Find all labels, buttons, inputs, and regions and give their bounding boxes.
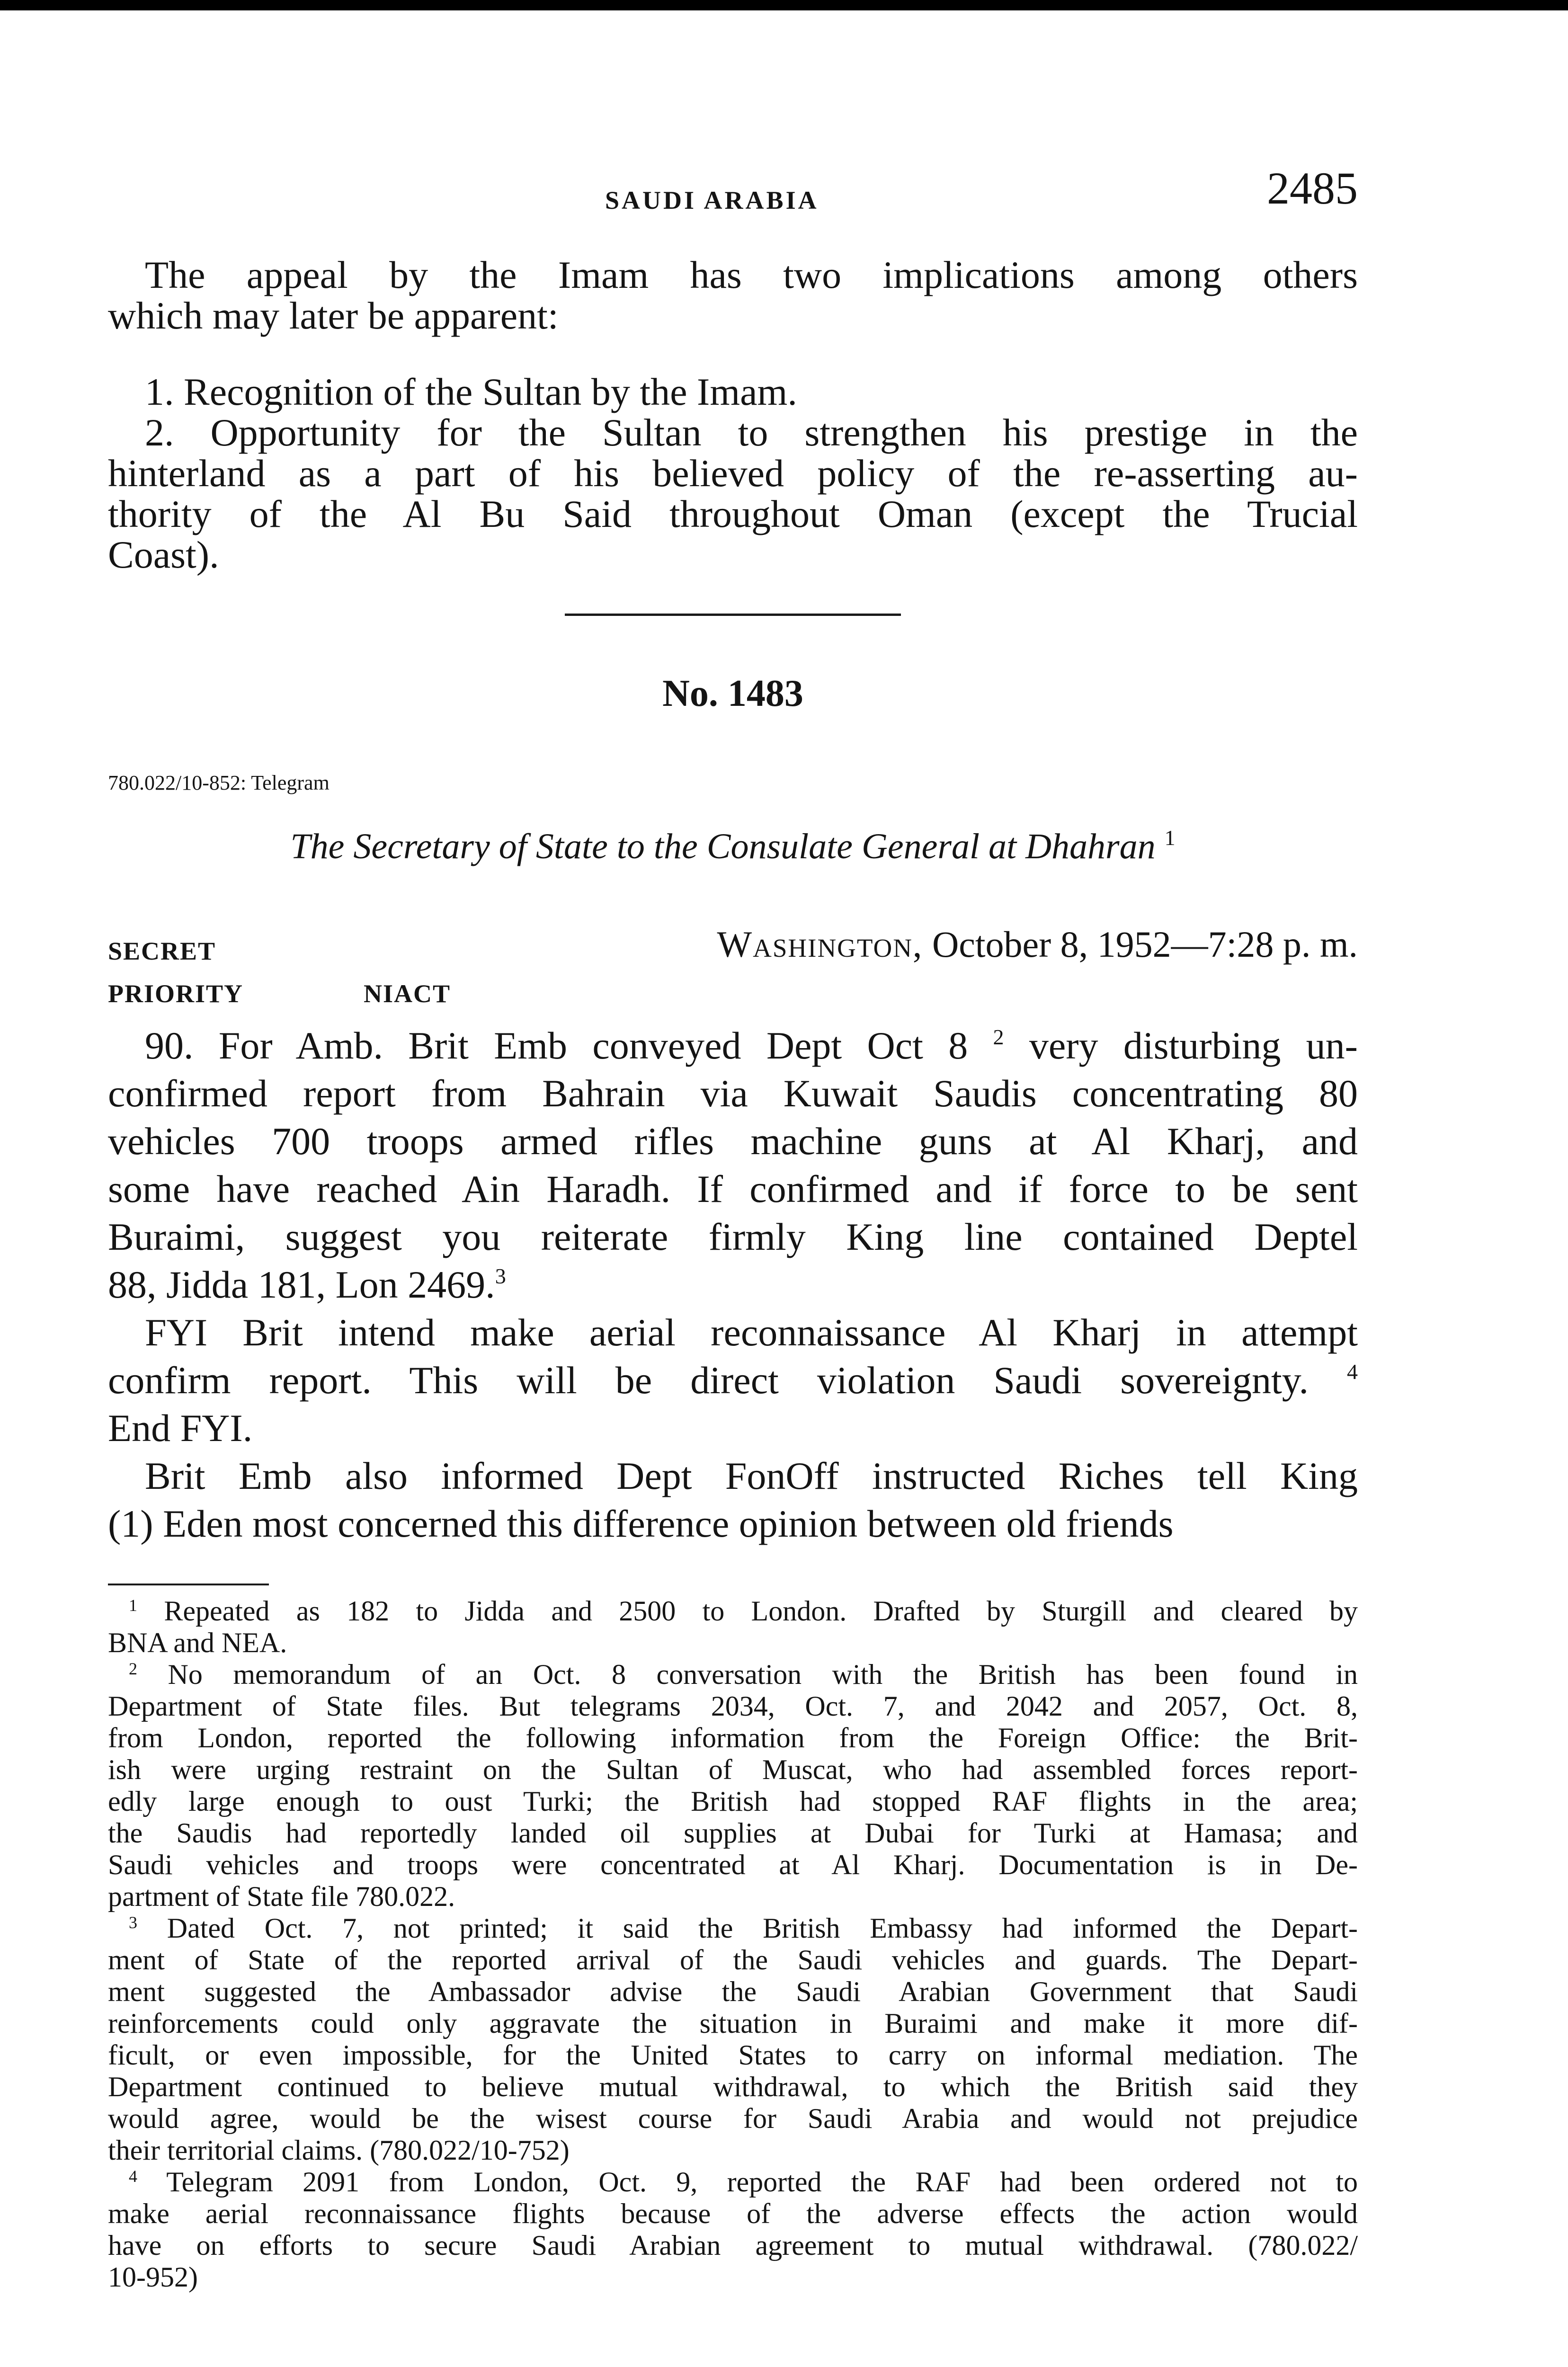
text-run: End FYI. [108, 1406, 253, 1450]
footnote-2-line [108, 1722, 1358, 1754]
footnote-text: from London, reported the following information from the Foreign Office: the Brit- [108, 1722, 1358, 1753]
paragraph-1-line [108, 1117, 1358, 1165]
footnote-2-line [108, 1691, 1358, 1722]
footnote-text: BNA and NEA. [108, 1627, 287, 1658]
prior-intro [108, 255, 1358, 336]
text-run: FYI Brit intend make aerial reconnaissance Al Kharj in attempt [145, 1311, 1358, 1354]
document-title-text: The Secretary of State to the Consulate General at Dhahran [290, 827, 1156, 866]
footnote-3-line [108, 1944, 1358, 1976]
classification: SECRET [108, 937, 216, 965]
list-item-2-line: Coast). [108, 533, 219, 576]
paragraph-2-line [108, 1308, 1358, 1356]
footnote-2-line [108, 1881, 1358, 1913]
footnote-text: Repeated as 182 to Jidda and 2500 to London. Drafted by Sturgill and cleared by [164, 1595, 1358, 1627]
footnote-text: Department of State files. But telegrams 2034, Oct. 7, and 2042 and 2057, Oct. 8, [108, 1691, 1358, 1722]
prior-list [108, 372, 1358, 575]
footnote-text: have on efforts to secure Saudi Arabian agreement to mutual withdrawal. (780.022/ [108, 2230, 1358, 2261]
text-run: 90. For Amb. Brit Emb conveyed Dept Oct 8 [145, 1024, 993, 1067]
footnote-ref: 2 [993, 1025, 1004, 1049]
dateline-place: Washington, [717, 924, 923, 965]
text-run: Buraimi, suggest you reiterate firmly King line contained Deptel [108, 1215, 1358, 1258]
list-item-2-line: 2. Opportunity for the Sultan to strengthen his prestige in the [145, 411, 1358, 454]
footnote-3-line [108, 2103, 1358, 2135]
footnote-3-line [108, 1913, 1358, 1944]
footnote-text: Saudi vehicles and troops were concentrated at Al Kharj. Documentation is in De- [108, 1849, 1358, 1880]
footnote-marker: 3 [129, 1913, 137, 1932]
footnote-text: Department continued to believe mutual withdrawal, to which the British said they [108, 2071, 1358, 2102]
footnote-3-line [108, 2071, 1358, 2103]
document-number: No. 1483 [662, 673, 803, 714]
text-run: Brit Emb also informed Dept FonOff instructed Riches tell King [145, 1454, 1358, 1497]
paragraph-2-line [108, 1404, 1358, 1452]
priority-code: NIACT [364, 979, 451, 1008]
document-title [108, 826, 1358, 867]
footnote-2-line [108, 1817, 1358, 1849]
footnote-marker: 4 [129, 2167, 137, 2186]
list-item-2-line: hinterland as a part of his believed policy of the re-asserting au- [108, 452, 1358, 495]
text-run: vehicles 700 troops armed rifles machine guns at Al Kharj, and [108, 1120, 1358, 1163]
dateline-date: October 8, 1952—7:28 p. m. [932, 924, 1358, 965]
prior-intro-line: which may later be apparent: [108, 294, 559, 337]
footnote-text: No memorandum of an Oct. 8 conversation with the British has been found in [168, 1659, 1358, 1690]
footnote-text: reinforcements could only aggravate the situation in Buraimi and make it more dif- [108, 2008, 1358, 2039]
footnote-text: edly large enough to oust Turki; the British had stopped RAF flights in the area; [108, 1786, 1358, 1817]
footnote-1-line [108, 1595, 1358, 1627]
paragraph-2-line [108, 1356, 1358, 1404]
text-run: confirm report. This will be direct violation Saudi sovereignty. [108, 1359, 1347, 1402]
footnote-marker: 2 [129, 1659, 137, 1678]
text-run: (1) Eden most concerned this difference opinion between old friends [108, 1502, 1174, 1545]
footnote-text: Dated Oct. 7, not printed; it said the British Embassy had informed the Depart- [167, 1913, 1358, 1944]
footnote-3-line [108, 2135, 1358, 2166]
footnote-3-line [108, 2039, 1358, 2071]
footnote-1-line [108, 1627, 1358, 1659]
footnote-text: ish were urging restraint on the Sultan of Muscat, who had assembled forces report- [108, 1754, 1358, 1785]
footnote-4-line [108, 2230, 1358, 2261]
footnote-text: 10-952) [108, 2261, 198, 2293]
footnote-ref: 3 [495, 1264, 506, 1288]
footnotes [108, 1595, 1358, 2293]
footnote-4-line [108, 2198, 1358, 2230]
paragraph-3-line [108, 1452, 1358, 1500]
list-item-2-line: thority of the Al Bu Said throughout Oman (except the Trucial [108, 492, 1358, 535]
paragraph-1-line [108, 1022, 1358, 1069]
footnote-text: the Saudis had reportedly landed oil supplies at Dubai for Turki at Hamasa; and [108, 1817, 1358, 1849]
footnote-4-line [108, 2261, 1358, 2293]
footnote-text: ficult, or even impossible, for the United States to carry on informal mediation. The [108, 2039, 1358, 2071]
footnote-ref: 4 [1347, 1360, 1358, 1384]
paragraph-1-line [108, 1069, 1358, 1117]
footnote-2-line [108, 1849, 1358, 1881]
paragraph-1-line [108, 1261, 1358, 1308]
paragraph-1-line [108, 1213, 1358, 1261]
footnote-text: their territorial claims. (780.022/10-752) [108, 2135, 570, 2166]
page-number: 2485 [1267, 163, 1358, 214]
footnote-2-line [108, 1659, 1358, 1691]
list-item-1: 1. Recognition of the Sultan by the Imam. [145, 370, 797, 413]
footnote-2-line [108, 1786, 1358, 1817]
footnote-text: Telegram 2091 from London, Oct. 9, reported the RAF had been ordered not to [166, 2166, 1358, 2198]
footnote-text: ment suggested the Ambassador advise the Saudi Arabian Government that Saudi [108, 1976, 1358, 2007]
footnote-text: partment of State file 780.022. [108, 1881, 455, 1912]
paragraph-1-line [108, 1165, 1358, 1213]
paragraph-3-line [108, 1500, 1358, 1548]
footnote-2-line [108, 1754, 1358, 1786]
footnote-4-line [108, 2166, 1358, 2198]
telegram-body [108, 1022, 1358, 1548]
footnote-divider [108, 1584, 269, 1585]
document-page [108, 0, 1358, 2367]
priority-label: PRIORITY [108, 979, 244, 1008]
prior-intro-line: The appeal by the Imam has two implications among others [145, 253, 1358, 296]
dateline [717, 923, 1358, 966]
footnote-3-line [108, 1976, 1358, 2008]
footnote-3-line [108, 2008, 1358, 2039]
running-head: SAUDI ARABIA [605, 186, 819, 214]
file-reference: 780.022/10-852: Telegram [108, 771, 330, 794]
text-run: confirmed report from Bahrain via Kuwait Saudis concentrating 80 [108, 1072, 1358, 1115]
text-run: 88, Jidda 181, Lon 2469. [108, 1263, 495, 1306]
section-divider [565, 614, 901, 616]
footnote-marker: 1 [129, 1596, 137, 1615]
footnote-text: would agree, would be the wisest course for Saudi Arabia and would not prejudice [108, 2103, 1358, 2134]
footnote-text: ment of State of the reported arrival of the Saudi vehicles and guards. The Depart- [108, 1944, 1358, 1975]
title-footnote-marker: 1 [1164, 826, 1176, 850]
text-run: very disturbing un- [1004, 1024, 1358, 1067]
text-run: some have reached Ain Haradh. If confirmed and if force to be sent [108, 1167, 1358, 1210]
footnote-text: make aerial reconnaissance flights because of the adverse effects the action would [108, 2198, 1358, 2229]
